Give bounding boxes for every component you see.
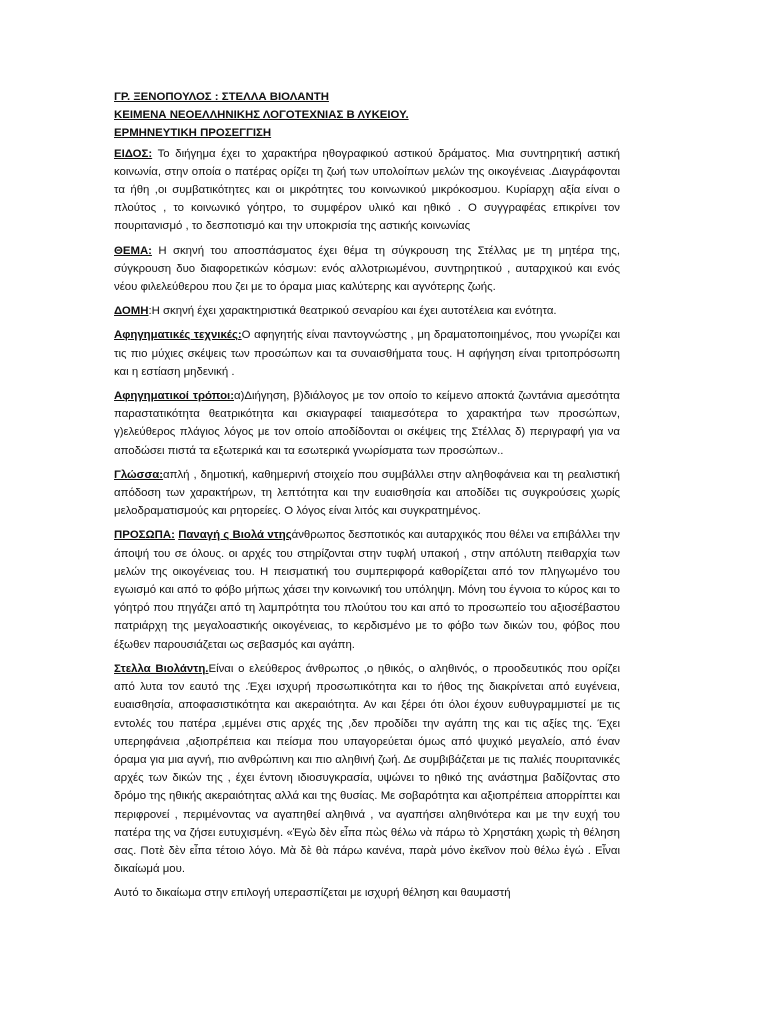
title-author: ΓΡ. ΞΕΝΟΠΟΥΛΟΣ : ΣΤΕΛΛΑ ΒΙΟΛΑΝΤΗ [114,91,329,103]
section-stella [114,660,620,878]
section-thema-text: Η σκηνή του αποσπάσματος έχει θέμα τη σύγκρουση της Στέλλας με τη μητέρα της, σύγκρουση δυο διαφορετικών κόσμων: ενός αλλοτριωμένου, συντηρητικού , αυταρχικού και ενός νέου φιλελεύθερου που ζει με το όραμα μιας καλύτερης και αγνότερης ζωής. [114,244,620,294]
section-prosopa-label: ΠΡΟΣΩΠΑ: [114,529,175,542]
section-prosopa-text: άνθρωπος δεσποτικός και αυταρχικός που θέλει να επιβάλλει την άποψή του σε όλους. οι αρχές του στηρίζονται στην τυφλή υπακοή , στην απόλυτη πειθαρχία των μελών της οικογένειας του. Η πεισματική του συμπεριφορά καθορίζεται από τον πληγωμένο του εγωισμό και από το φόβο μήπως χάσει την κοινωνική του υπόληψη. Μόνη του έγνοια το κύρος και το γόητρό που πηγάζει από τη λαμπρότητα του πλούτου του και από το προσωπείο του αξιοσέβαστου πατριάρχη της μεγαλοαστικής οικογένειας, το κερδισμένο με το φόβο των δικών του, φόβος που έξωθεν παρουσιάζεται ως σεβασμός και αγάπη. [114,529,621,651]
section-glossa [114,466,620,521]
section-eidos [114,145,620,236]
section-domi-label: ΔΟΜΗ [114,305,149,318]
section-tropoi-label: Αφηγηματικοί τρόποι: [114,390,234,403]
section-glossa-text: απλή , δημοτική, καθημερινή στοιχείο που συμβάλλει στην αληθοφάνεια και τη ρεαλιστική απόδοση των χαρακτήρων, τη λεπτότητα και την ευαισθησία και αποδίδει τις συγκρούσεις χωρίς μελοδραματισμούς και ρητορείες. Ο λόγος είναι λιτός και συγκρατημένος. [114,468,620,518]
section-domi [114,302,620,320]
section-technikes-text: Ο αφηγητής είναι παντογνώστης , μη δραματοποιημένος, που γνωρίζει και τις πιο μύχιες σκέψεις των προσώπων και τα συναισθήματα τους. Η αφήγηση είναι τριτοπρόσωπη και η εστίαση μηδενική . [114,329,620,378]
section-domi-text: :Η σκηνή έχει χαρακτηριστικά θεατρικού σεναρίου και έχει αυτοτέλεια και ενότητα. [148,305,557,318]
section-stella-text: Είναι ο ελεύθερος άνθρωπος ,ο ηθικός, ο αληθινός, ο προοδευτικός που ορίζει από λυτα τον εαυτό της .Έχει ισχυρή προσωπικότητα και το ήθος της διακρίνεται από ευγένεια, ευαισθησία, αποφασιστικότητα και ακεραιότητα. Αν και ξέρει ότι όλοι έχουν ευθυγραμμιστεί με τις εντολές του πατέρα ,εμμένει στις αρχές της ,δεν προδίδει την αγάπη της και τις αξίες της. Έχει υπερηφάνεια ,αξιοπρέπεια και πείσμα που υπαγορεύεται όμως από ψυχικό μεγαλείο, από έναν όραμα για μια αγνή, πιο ανθρώπινη και πιο αληθινή ζωή. Δε συμβιβάζεται με τις παλιές πουριτανικές αρχές των δικών της , έχει έντονη ιδιοσυγκρασία, υψώνει το ηθικό της ανάστημα βαδίζοντας στο δρόμο της ηθικής ακεραιότητας αλλά και της θυσίας. Με σοβαρότητα και αξιοπρέπεια απορρίπτει και περιφρονεί , περιμένοντας να αγαπηθεί αληθινά , να αγαπήσει αληθινότερα και με την ευχή του πατέρα της να ζήσει ευτυχισμένη. «Ἐγὼ δὲν εἶπα πὼς θέλω νὰ πάρω τὸ Χρηστάκη χωρὶς τὴ θέληση σας. Ποτὲ δὲν εἶπα τέτοιο λόγο. Μὰ δὲ θὰ πάρω κανένα, παρὰ μόνο ἐκεῖνον ποὺ θέλω ἐγώ . Εἶναι δικαίωμά μου. [114,662,621,876]
section-prosopa-sublabel: Παναγή ς Βιολά ντης [178,529,292,542]
section-eidos-text: Το διήγημα έχει το χαρακτήρα ηθογραφικού αστικού δράματος. Μια συντηρητική αστική κοινωνία, στην οποία ο πατέρας ορίζει τη ζωή των υπολοίπων μελών της οικογένειας .Διαγράφονται τα ήθη ,οι συμβατικότητες και οι μικρότητες του κοινωνικού μικρόκοσμου. Κυρίαρχη αξία είναι ο πλούτος , το κοινωνικό γόητρο, το συμφέρον υλικό και ηθικό . Ο συγγραφέας επικρίνει τον πουριτανισμό , το δεσποτισμό και την υποκρισία της αστικής κοινωνίας [114,147,620,233]
title-approach: ΕΡΜΗΝΕΥΤΙΚΗ ΠΡΟΣΕΓΓΙΣΗ [114,127,272,140]
section-tropoi [114,387,620,460]
document-page [114,88,620,909]
section-tropoi-text: α)Διήγηση, β)διάλογος με τον οποίο το κείμενο αποκτά ζωντάνια αμεσότητα παραστατικότητα θεατρικότητα και σκιαγραφεί ταιαμεσότερα το χαρακτήρα των προσώπων, γ)ελεύθερος πλάγιος λόγος με τον οποίο αποδίδονται οι σκέψεις της Στέλλας δ) περιγραφή για να αποδώσει πιστά τα εξωτερικά και τα εσωτερικά γνωρίσματα των προσώπων.. [114,390,620,457]
section-last [114,884,620,902]
title-course: ΚΕΙΜΕΝΑ ΝΕΟΕΛΛΗΝΙΚΗΣ ΛΟΓΟΤΕΧΝΙΑΣ Β ΛΥΚΕΙΟΥ. [114,109,409,122]
section-thema-label: ΘΕΜΑ: [114,244,152,257]
section-thema [114,242,620,297]
section-last-text: Αυτό το δικαίωμα στην επιλογή υπερασπίζεται με ισχυρή θέληση και θαυμαστή [114,887,511,900]
section-eidos-label: ΕΙΔΟΣ: [114,147,153,160]
section-glossa-label: Γλώσσα: [114,468,164,481]
section-technikes [114,326,620,381]
section-stella-label: Στελλα Βιολάντη. [114,662,209,675]
section-technikes-label: Αφηγηματικές τεχνικές: [114,329,242,342]
section-prosopa [114,526,620,653]
